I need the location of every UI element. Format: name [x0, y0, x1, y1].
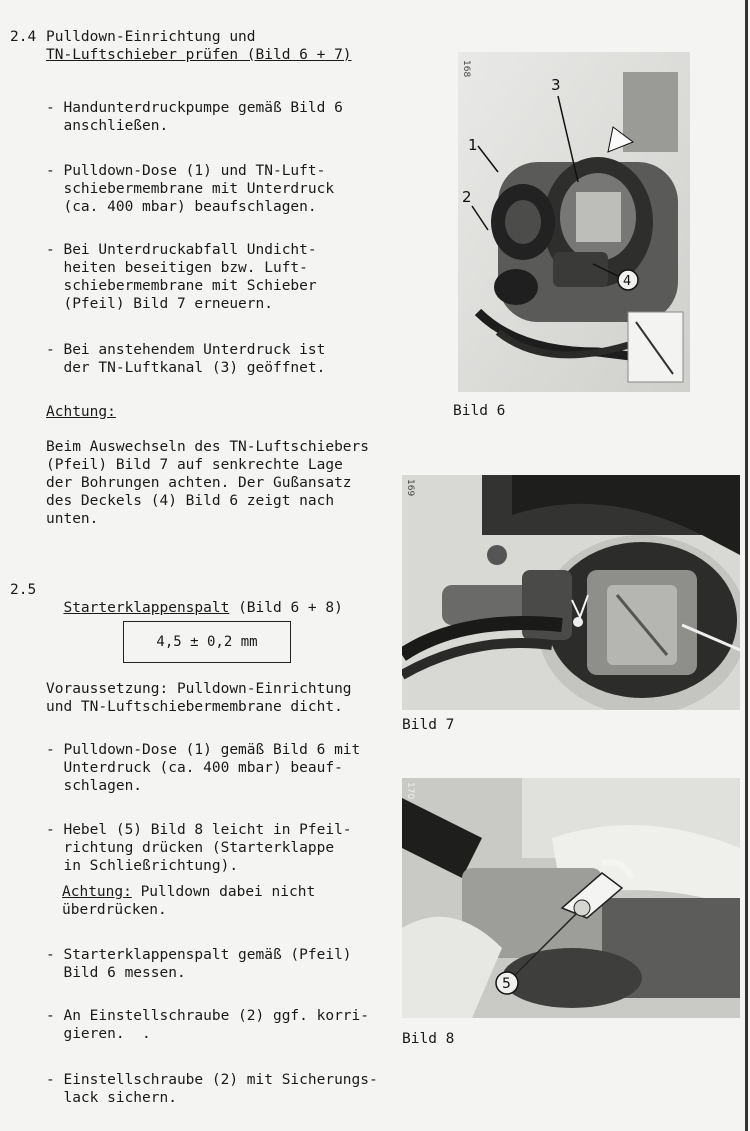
- callout-3: 3: [551, 76, 561, 94]
- carburetor-photo-bild-8: [402, 778, 740, 1018]
- spec-value: 4,5 ± 0,2 mm: [156, 634, 258, 650]
- s24-step-1: - Handunterdruckpumpe gemäß Bild 6 anschließen.: [46, 100, 343, 134]
- s25-inline-note-label: Achtung:: [62, 884, 132, 900]
- section-2-4-title-line1: Pulldown-Einrichtung und: [46, 29, 256, 45]
- section-2-5-title-ref: (Bild 6 + 8): [229, 600, 343, 616]
- s25-step-2: - Hebel (5) Bild 8 leicht in Pfeil- richtung drücken (Starterklappe in Schließrichtung).: [46, 822, 352, 874]
- spec-value-box: [123, 621, 291, 663]
- fig8-page-number: 170: [405, 782, 415, 800]
- callout-2: 2: [462, 188, 472, 206]
- s25-step-3: - Starterklappenspalt gemäß (Pfeil) Bild 6 messen.: [46, 947, 352, 981]
- callout-4: 4: [623, 274, 632, 289]
- section-2-5-title: Starterklappenspalt: [63, 600, 230, 616]
- callout-5: 5: [502, 976, 511, 992]
- fig7-page-number: 169: [405, 479, 415, 497]
- s25-premise: Voraussetzung: Pulldown-Einrichtung und TN-Luftschiebermembrane dicht.: [46, 681, 352, 715]
- s24-note-text: Beim Auswechseln des TN-Luftschiebers (Pfeil) Bild 7 auf senkrechte Lage der Bohrungen achten. Der Gußansatz des Deckels (4) Bild 6 zeigt nach unten.: [46, 439, 370, 527]
- s24-step-4: - Bei anstehendem Unterdruck ist der TN-Luftkanal (3) geöffnet.: [46, 342, 326, 376]
- carburetor-photo-bild-7: [402, 475, 740, 710]
- s24-step-3: - Bei Unterdruckabfall Undicht- heiten beseitigen bzw. Luft- schiebermembrane mit Schieber (Pfeil) Bild 7 erneuern.: [46, 242, 317, 312]
- section-2-4-title-line2: TN-Luftschieber prüfen (Bild 6 + 7): [46, 47, 352, 63]
- s25-step-1: - Pulldown-Dose (1) gemäß Bild 6 mit Unterdruck (ca. 400 mbar) beauf- schlagen.: [46, 742, 361, 794]
- s24-step-2: - Pulldown-Dose (1) und TN-Luft- schiebermembrane mit Unterdruck (ca. 400 mbar) beaufschlagen.: [46, 163, 335, 215]
- s25-inline-note: [62, 883, 315, 919]
- callout-1: 1: [468, 136, 478, 154]
- figure-bild-7-photo: [402, 475, 740, 710]
- figure-bild-6-photo: [458, 52, 690, 392]
- s25-inline-note-text: Pulldown dabei nicht überdrücken.: [62, 884, 316, 918]
- section-2-5-title-line: [46, 581, 343, 617]
- section-2-5-number: 2.5: [10, 582, 37, 598]
- s25-step-4: - An Einstellschraube (2) ggf. korri- gieren. .: [46, 1008, 370, 1042]
- page-edge-rule: [745, 0, 748, 1131]
- s24-note-label: Achtung:: [46, 404, 116, 420]
- s25-step-5: - Einstellschraube (2) mit Sicherungs- lack sichern.: [46, 1072, 378, 1106]
- fig6-page-number: 168: [461, 60, 471, 78]
- figure-bild-8-photo: [402, 778, 740, 1018]
- figure-bild-7-caption: Bild 7: [402, 717, 455, 733]
- carburetor-photo-bild-6: [458, 52, 690, 392]
- section-2-4-number: 2.4: [10, 29, 37, 45]
- figure-bild-6-caption: Bild 6: [453, 403, 506, 419]
- figure-bild-8-caption: Bild 8: [402, 1031, 455, 1047]
